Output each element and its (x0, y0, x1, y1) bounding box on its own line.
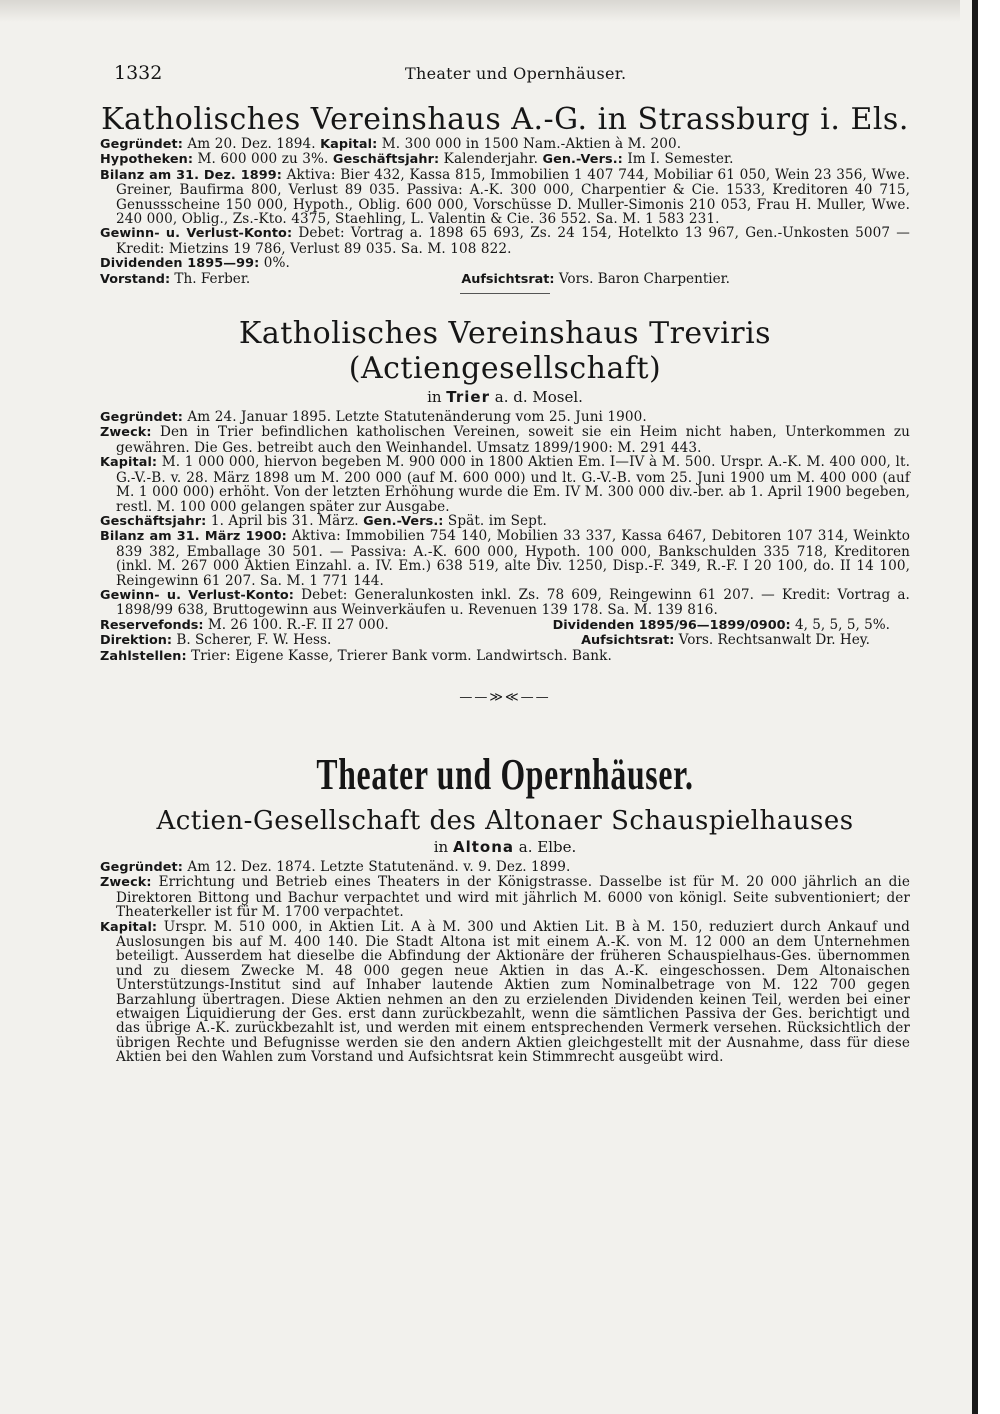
entry-line: Geschäftsjahr: 1. April bis 31. März. Gen.-Vers.: Spät. im Sept. (100, 512, 547, 529)
entry-line: Kapital: Urspr. M. 510 000, in Aktien Lit. A à M. 300 und Aktien Lit. B à M. 150, reduziert durch Ankauf und Auslosungen bis auf M. 400 140. Die Stadt Altona ist mit einem A.-K. von M. 12 000 an dem Unternehmen beteiligt. Ausserdem hat dieselbe die Abfindung der Aktionäre der früheren Schauspielhaus-Ges. übernommen und zu diesem Zwecke M. 48 000 gegen neue Aktien in das A.-K. eingeschossen. Dem Altonaischen Unterstützungs-Institut sind auf Inhaber lautende Aktien zum Nominalbetrage von M. 122 700 gegen Barzahlung übertragen. Diese Aktien nehmen an den zu erzielenden Dividenden keinen Teil, werden bei einer etwaigen Liquidierung der Ges. erst dann zurückbezahlt, wenn die sämtlichen Passiva der Ges. berichtigt und das übrige A.-K. zurückbezahlt ist, und werden mit einem entsprechenden Vermerk versehen. Rücksichtlich der übrigen Rechte und Befugnisse werden sie den andern Aktien gleichgestellt mit der Ausnahme, dass für diese Aktien bei den Wahlen zum Vorstand und Aufsichtsrat kein Stimmrecht ausgeübt wird. (100, 918, 910, 1066)
entry-line: Zahlstellen: Trier: Eigene Kasse, Trierer Bank vorm. Landwirtsch. Bank. (100, 647, 612, 664)
entry-location: in Altona a. Elbe. (433, 837, 577, 856)
entry-line: Gegründet: Am 24. Januar 1895. Letzte Statutenänderung vom 25. Juni 1900. (100, 409, 647, 426)
entry-body-strassburg (100, 137, 910, 287)
entry-line: Zweck: Den in Trier befindlichen katholischen Vereinen, soweit sie ein Heim nicht haben, Unterkommen zu gewähren. Die Ges. betreibt auch den Weinhandel. Umsatz 1899/1900: M. 291 443. (100, 424, 910, 456)
entry-body-altona (100, 860, 910, 1065)
entry-line: Gewinn- u. Verlust-Konto: Debet: Generalunkosten inkl. Zs. 78 609, Reingewinn 61 207. — Kredit: Vortrag a. 1898/99 638, Bruttogewinn aus Weinverkäufen u. Revenuen 139 178. Sa. M. 139 816. (100, 586, 910, 619)
entry-line: Kapital: M. 1 000 000, hiervon begeben M. 900 000 in 1800 Aktien Em. I—IV à M. 500. Urspr. A.-K. M. 400 000, lt. G.-V.-B. v. 28. März 1898 um M. 200 000 (auf M. 600 000) und lt. G.-V.-B. vom 25. Juni 1900 um M. 400 000 (auf M. 1 000 000) erhöht. Von der letzten Erhöhung wurde die Em. IV M. 300 000 div.-ber. ab 1. April 1900 begeben, restl. M. 100 000 gelangen später zur Ausgabe. (100, 454, 910, 515)
entry-line: Zweck: Errichtung und Betrieb eines Theaters in der Königstrasse. Dasselbe ist für M. 20 000 jährlich an die Direktoren Bittong und Bachur verpachtet und wird mit jährlich M. 6000 von königl. Seite subventioniert; der Theaterkeller ist für M. 1700 verpachtet. (100, 874, 910, 921)
running-header (100, 58, 910, 88)
entry-line: Hypotheken: M. 600 000 zu 3%. Geschäftsjahr: Kalenderjahr. Gen.-Vers.: Im I. Semester. (100, 151, 734, 168)
divider (460, 293, 550, 294)
page-number: 1332 (114, 62, 163, 84)
entry-title-treviris: Katholisches Vereinshaus Treviris (Actiengesellschaft) (238, 316, 772, 387)
ornament-divider: ——≫≪—— (459, 689, 551, 705)
page (100, 58, 910, 1065)
scan-top-shadow (0, 0, 960, 22)
entry-location: in Trier a. d. Mosel. (427, 388, 583, 407)
entry-line-reserve: Reservefonds: M. 26 100. R.-F. II 27 000. Dividenden 1895/96—1899/0900: 4, 5, 5, 5, 5%. (100, 616, 890, 633)
entry-title-altona: Actien-Gesellschaft des Altonaer Schauspielhauses (156, 805, 854, 836)
entry-body-treviris (100, 410, 910, 664)
entry-line: Gewinn- u. Verlust-Konto: Debet: Vortrag a. 1898 65 693, Zs. 24 154, Hotelkto 13 967, Gen.-Unkosten 5007 — Kredit: Mietzins 19 786, Verlust 89 035. Sa. M. 108 822. (100, 225, 910, 257)
entry-line: Bilanz am 31. Dez. 1899: Aktiva: Bier 432, Kassa 815, Immobilien 1 407 744, Mobiliar 61 050, Wein 23 356, Wwe. Greiner, Baufirma 800, Verlust 89 035. Passiva: A.-K. 300 000, Charpentier & Cie. 1533, Kreditoren 40 715, Genussscheine 150 000, Hypoth., Oblig. 600 000, Vorschüsse D. Muller-Simonis 210 053, Frau H. Muller, Wwe. 240 000, Oblig., Zs.-Kto. 4375, Staehling, L. Valentin & Cie. 36 552. Sa. M. 1 583 231. (100, 166, 910, 228)
scan-margin (978, 0, 1000, 1414)
running-title: Theater und Opernhäuser. (405, 64, 627, 83)
entry-line: Gegründet: Am 12. Dez. 1874. Letzte Statutenänd. v. 9. Dez. 1899. (100, 858, 571, 875)
entry-line-direktion: Direktion: B. Scherer, F. W. Hess. Aufsichtsrat: Vors. Rechtsanwalt Dr. Hey. (100, 632, 870, 649)
section-heading: Theater und Opernhäuser. (316, 749, 694, 799)
entry-title-strassburg: Katholisches Vereinshaus A.-G. in Strassburg i. Els. (101, 102, 909, 137)
entry-line: Dividenden 1895—99: 0%. (100, 255, 290, 272)
entry-line: Bilanz am 31. März 1900: Aktiva: Immobilien 754 140, Mobilien 33 337, Kassa 6467, Debitoren 107 314, Weinkto 839 382, Emballage 30 501. — Passiva: A.-K. 600 000, Hypoth. 100 000, Bankschulden 335 718, Kreditoren (inkl. M. 267 000 Aktien Einzahl. a. IV. Em.) 638 519, alte Div. 1250, Disp.-F. 349, R.-F. I 20 100, do. II 14 100, Reingewinn 61 207. Sa. M. 1 771 144. (100, 528, 910, 589)
entry-line: Gegründet: Am 20. Dez. 1894. Kapital: M. 300 000 in 1500 Nam.-Aktien à M. 200. (100, 136, 682, 152)
entry-line-persons: Vorstand: Th. Ferber. Aufsichtsrat: Vors. Baron Charpentier. (100, 270, 730, 287)
